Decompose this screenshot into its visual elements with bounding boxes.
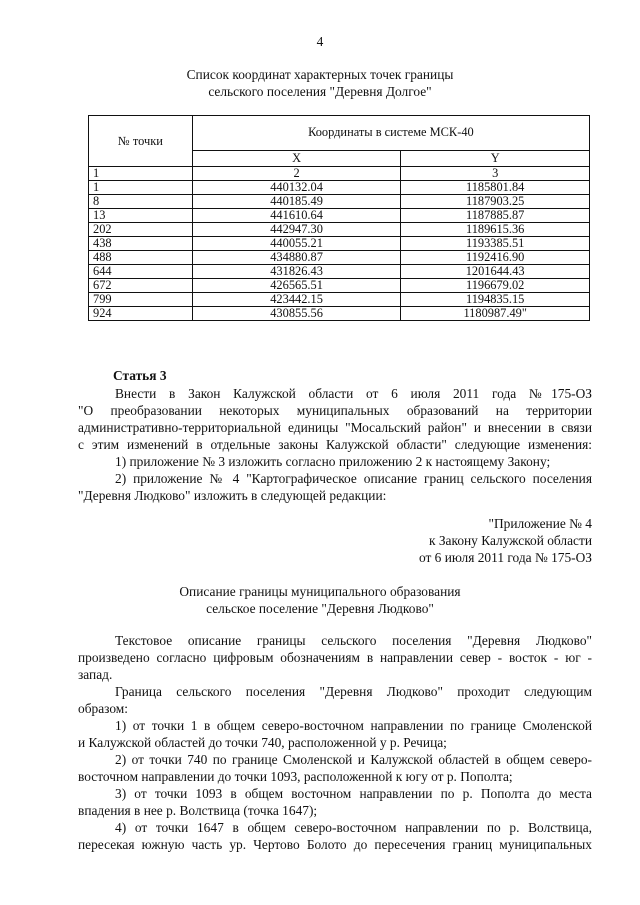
item-2-line: "Деревня Людково" изложить в следующей редакции: bbox=[78, 488, 387, 503]
description-text bbox=[78, 632, 592, 683]
table-row bbox=[89, 209, 590, 223]
intro-line: с этим изменений в отдельные законы Калужской области" следующие изменения: bbox=[78, 437, 592, 452]
boundary-line: образом: bbox=[78, 701, 128, 716]
index-cell-2: 2 bbox=[192, 167, 401, 181]
table-row bbox=[89, 265, 590, 279]
point-cell: 202 bbox=[89, 223, 193, 237]
x-cell: 430855.56 bbox=[192, 307, 401, 321]
header-y: Y bbox=[401, 150, 590, 166]
point-cell: 488 bbox=[89, 251, 193, 265]
point-cell: 672 bbox=[89, 279, 193, 293]
table-row bbox=[89, 223, 590, 237]
annex-reference bbox=[330, 515, 592, 566]
text-line: запад. bbox=[78, 667, 113, 682]
x-cell: 423442.15 bbox=[192, 293, 401, 307]
x-cell: 431826.43 bbox=[192, 265, 401, 279]
step-2-line: 2) от точки 740 по границе Смоленской и Калужской областей в общем северо- bbox=[115, 752, 592, 767]
annex-line-2: к Закону Калужской области bbox=[428, 533, 592, 548]
y-cell: 1192416.90 bbox=[401, 251, 590, 265]
step-1-line: и Калужской областей до точки 740, расположенной у р. Речица; bbox=[78, 735, 447, 750]
index-cell-1: 1 bbox=[89, 167, 193, 181]
x-cell: 426565.51 bbox=[192, 279, 401, 293]
boundary-step-2 bbox=[78, 751, 592, 785]
step-2-line: восточном направлении до точки 1093, расположенной к югу от р. Пополта; bbox=[78, 769, 513, 784]
x-cell: 440055.21 bbox=[192, 237, 401, 251]
table-title bbox=[0, 66, 640, 100]
intro-line: "О преобразовании некоторых муниципальных образований на территории bbox=[78, 403, 592, 418]
article-intro bbox=[78, 385, 592, 453]
step-1-line: 1) от точки 1 в общем северо-восточном направлении по границе Смоленской bbox=[115, 718, 592, 733]
table-row bbox=[89, 195, 590, 209]
page-number: 4 bbox=[316, 34, 324, 49]
header-x: X bbox=[192, 150, 401, 166]
x-cell: 442947.30 bbox=[192, 223, 401, 237]
x-cell: 440132.04 bbox=[192, 181, 401, 195]
table-header-row bbox=[89, 116, 590, 151]
y-cell: 1193385.51 bbox=[401, 237, 590, 251]
point-cell: 924 bbox=[89, 307, 193, 321]
step-4-line: 4) от точки 1647 в общем северо-восточном направлении по р. Волствица, bbox=[115, 820, 592, 835]
table-row bbox=[89, 237, 590, 251]
boundary-intro bbox=[78, 683, 592, 717]
point-cell: 13 bbox=[89, 209, 193, 223]
description-title bbox=[0, 583, 640, 617]
annex-line-3: от 6 июля 2011 года № 175-ОЗ bbox=[418, 550, 592, 565]
description-title-line-2: сельское поселение "Деревня Людково" bbox=[206, 601, 434, 616]
table-row bbox=[89, 279, 590, 293]
y-cell: 1196679.02 bbox=[401, 279, 590, 293]
boundary-line: Граница сельского поселения "Деревня Людково" проходит следующим bbox=[115, 684, 592, 699]
text-line: произведено согласно цифровым обозначениям в направлении север - восток - юг - bbox=[78, 650, 592, 665]
point-cell: 8 bbox=[89, 195, 193, 209]
article-item-1 bbox=[78, 453, 592, 470]
annex-line-1: "Приложение № 4 bbox=[488, 516, 592, 531]
index-cell-3: 3 bbox=[401, 167, 590, 181]
coordinates-table bbox=[88, 115, 590, 321]
item-1-line: 1) приложение № 3 изложить согласно приложению 2 к настоящему Закону; bbox=[115, 454, 551, 469]
point-cell: 799 bbox=[89, 293, 193, 307]
intro-line: административно-территориальной единицы "Мосальский район" и внесении в связи bbox=[78, 420, 592, 435]
y-cell: 1185801.84 bbox=[401, 181, 590, 195]
step-4-line: пересекая южную часть ур. Чертово Болото до пересечения границ муниципальных bbox=[78, 837, 592, 852]
x-cell: 440185.49 bbox=[192, 195, 401, 209]
table-row bbox=[89, 307, 590, 321]
description-title-line-1: Описание границы муниципального образования bbox=[179, 584, 461, 599]
y-cell: 1201644.43 bbox=[401, 265, 590, 279]
point-cell: 644 bbox=[89, 265, 193, 279]
boundary-step-1 bbox=[78, 717, 592, 751]
y-cell: 1180987.49" bbox=[401, 307, 590, 321]
intro-line: Внести в Закон Калужской области от 6 июля 2011 года №175-ОЗ bbox=[115, 386, 592, 401]
step-3-line: 3) от точки 1093 в общем восточном направлении по р. Пополта до места bbox=[115, 786, 592, 801]
item-2-line: 2) приложение № 4 "Картографическое описание границ сельского поселения bbox=[115, 471, 592, 486]
boundary-step-3 bbox=[78, 785, 592, 819]
table-row bbox=[89, 181, 590, 195]
y-cell: 1187903.25 bbox=[401, 195, 590, 209]
point-cell: 438 bbox=[89, 237, 193, 251]
table-index-row bbox=[89, 167, 590, 181]
x-cell: 441610.64 bbox=[192, 209, 401, 223]
y-cell: 1187885.87 bbox=[401, 209, 590, 223]
text-line: Текстовое описание границы сельского поселения "Деревня Людково" bbox=[115, 633, 592, 648]
table-title-line-1: Список координат характерных точек границы bbox=[186, 67, 454, 82]
header-point-number: № точки bbox=[89, 116, 193, 167]
table-row bbox=[89, 251, 590, 265]
boundary-step-4 bbox=[78, 819, 592, 853]
y-cell: 1189615.36 bbox=[401, 223, 590, 237]
y-cell: 1194835.15 bbox=[401, 293, 590, 307]
article-heading: Статья 3 bbox=[113, 368, 167, 383]
step-3-line: впадения в нее р. Волствица (точка 1647); bbox=[78, 803, 318, 818]
header-coordinate-system: Координаты в системе МСК-40 bbox=[192, 116, 589, 151]
table-row bbox=[89, 293, 590, 307]
article-item-2 bbox=[78, 470, 592, 504]
x-cell: 434880.87 bbox=[192, 251, 401, 265]
point-cell: 1 bbox=[89, 181, 193, 195]
table-title-line-2: сельского поселения "Деревня Долгое" bbox=[208, 84, 432, 99]
